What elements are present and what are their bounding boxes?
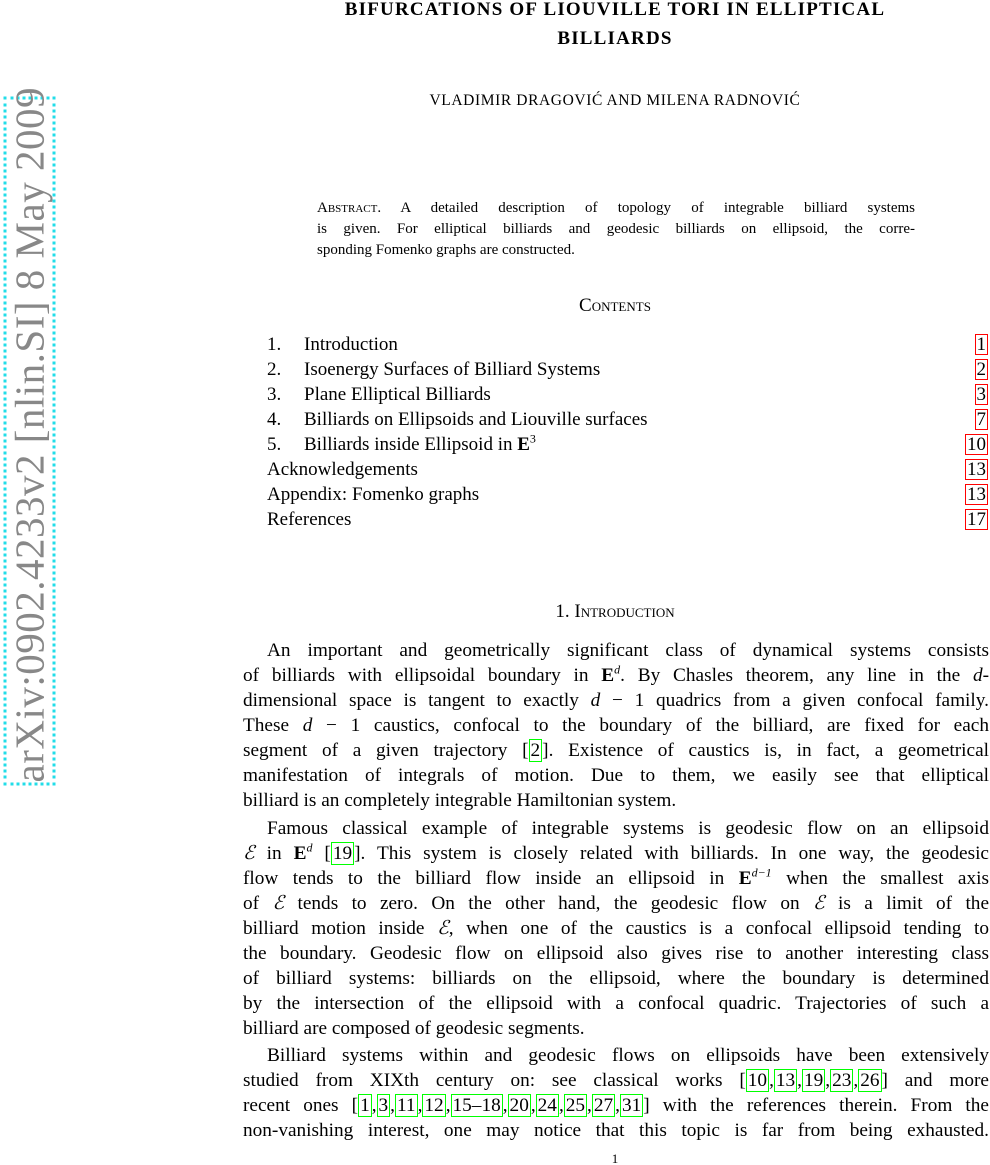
toc-page-link[interactable]: 10 [967, 434, 986, 455]
math-variable: ℰ [243, 843, 255, 864]
toc-page-link[interactable]: 13 [967, 459, 986, 480]
text: billiard is an completely integrable Hamiltonian system. [243, 790, 677, 811]
text: by the intersection of the ellipsoid with a confocal quadric. Trajectories of such a [243, 993, 989, 1014]
page-number: 1 [611, 1151, 619, 1165]
text-line [243, 991, 989, 1016]
text-line [243, 841, 989, 866]
text-line [243, 688, 989, 713]
text: , [558, 1095, 564, 1116]
text-line [243, 738, 989, 763]
citation-link[interactable]: 19 [332, 843, 353, 864]
text: . By Chasles theorem, any line in the [620, 665, 973, 686]
text: , [390, 1095, 395, 1116]
paragraph [243, 816, 989, 1041]
citation-link[interactable]: 26 [860, 1070, 880, 1091]
text-line [243, 713, 989, 738]
text: , [417, 1095, 423, 1116]
toc-number: 2. [267, 359, 282, 380]
toc-label-text[interactable]: Isoenergy Surfaces of Billiard Systems [304, 359, 601, 380]
text-line [243, 866, 989, 891]
toc-number: 3. [267, 384, 282, 405]
toc-label-math: E [517, 434, 530, 455]
text: , [371, 1095, 377, 1116]
toc-number: 5. [267, 434, 282, 455]
text: , [530, 1095, 536, 1116]
toc-number: 4. [267, 409, 282, 430]
text: - [982, 665, 989, 686]
citation-link[interactable]: 19 [804, 1070, 824, 1091]
toc-label[interactable] [267, 507, 351, 532]
toc-page-link[interactable]: 7 [976, 409, 986, 430]
text: segment of a given trajectory [ [243, 740, 529, 761]
toc-page-link[interactable]: 2 [976, 359, 986, 380]
text: billiard motion inside [243, 918, 438, 939]
text: of billiards with ellipsoidal boundary in [243, 665, 602, 686]
citation-link[interactable]: 23 [832, 1070, 852, 1091]
citation-link[interactable]: 24 [537, 1095, 557, 1116]
text: , [825, 1070, 831, 1091]
text-line [243, 891, 989, 916]
toc-label-text[interactable]: Billiards inside Ellipsoid in [304, 434, 518, 455]
text: [ [312, 843, 331, 864]
toc-label-text[interactable]: References [267, 509, 352, 530]
text: , [445, 1095, 451, 1116]
text-line [243, 1118, 989, 1143]
text-line [243, 916, 989, 941]
abstract-text: A detailed description of topology of integrable billiard systems [381, 200, 915, 216]
text: in [254, 843, 294, 864]
toc-label[interactable] [304, 432, 536, 457]
text-line [243, 788, 989, 813]
math-symbol: E [293, 843, 307, 864]
author-names: VLADIMIR DRAGOVIĆ AND MILENA RADNOVIĆ [429, 92, 801, 109]
text-line [243, 966, 989, 991]
text: dimensional space is tangent to exactly [243, 690, 591, 711]
citation-link[interactable]: 31 [621, 1095, 642, 1116]
toc-label[interactable] [304, 382, 491, 407]
text: − 1 caustics, confocal to the boundary of the billiard, are fixed for each [312, 715, 989, 736]
text: Famous classical example of integrable systems is geodesic flow on an ellipsoid [267, 818, 989, 839]
text-line [243, 638, 989, 663]
toc-entry[interactable] [267, 432, 990, 457]
abstract [317, 198, 915, 261]
math-variable: ℰ [812, 893, 825, 914]
abstract-label: Abstract. [317, 200, 382, 216]
math-superscript: d [306, 840, 313, 855]
text: is a limit of the [824, 893, 989, 914]
toc-label[interactable] [267, 482, 479, 507]
text: , [587, 1095, 592, 1116]
toc-page-link[interactable]: 1 [976, 334, 986, 355]
paragraph [243, 638, 989, 813]
text: billiard are composed of geodesic segments. [243, 1018, 585, 1039]
toc-entry[interactable] [267, 507, 990, 532]
toc-label[interactable] [304, 357, 600, 382]
citation-link[interactable]: 13 [775, 1070, 796, 1091]
toc-page-link[interactable]: 3 [976, 384, 986, 405]
citation-link[interactable]: 3 [378, 1095, 389, 1116]
text-line [243, 941, 989, 966]
text-line [243, 1093, 989, 1118]
text: the boundary. Geodesic flow on ellipsoid also gives rise to another interesting class [243, 943, 989, 964]
title-line: BIFURCATIONS OF LIOUVILLE TORI IN ELLIPTICAL [344, 0, 886, 20]
toc-entry[interactable] [267, 382, 990, 407]
math-symbol: E [601, 665, 615, 686]
text: , [769, 1070, 774, 1091]
text: studied from XIXth century on: see classical works [ [243, 1070, 746, 1091]
text-line [243, 1068, 989, 1093]
arxiv-stamp: arXiv:0902.4233v2 [nlin.SI] 8 May 2009 [4, 97, 56, 786]
math-variable: ℰ [437, 918, 449, 939]
toc-label-text[interactable]: Acknowledgements [267, 459, 418, 480]
text: , [853, 1070, 859, 1091]
math-superscript: d [614, 662, 621, 677]
math-variable: d [590, 690, 601, 711]
toc-page-link[interactable]: 17 [967, 509, 986, 530]
authors [240, 92, 990, 110]
toc-number: 1. [267, 334, 282, 355]
text: An important and geometrically significant class of dynamical systems consists [267, 640, 989, 661]
math-variable: ℰ [272, 893, 285, 914]
toc-label-text[interactable]: Billiards on Ellipsoids and Liouville surfaces [304, 409, 648, 430]
math-variable: d [972, 665, 983, 686]
contents-heading: Contents [579, 295, 651, 316]
math-symbol: E [738, 868, 752, 889]
text: manifestation of integrals of motion. Due to them, we easily see that elliptical [243, 765, 989, 786]
text: Billiard systems within and geodesic flows on ellipsoids have been extensively [267, 1045, 989, 1066]
toc-label[interactable] [304, 407, 648, 432]
paragraph [243, 1043, 989, 1143]
citation-link[interactable]: 15–18 [452, 1095, 501, 1116]
toc-entry[interactable] [267, 407, 990, 432]
text: , [797, 1070, 802, 1091]
title-line: BILLIARDS [557, 28, 673, 49]
toc-label-sup: 3 [529, 431, 536, 446]
text-line [243, 763, 989, 788]
text: non-vanishing interest, one may notice that this topic is far from being exhausted. [243, 1120, 989, 1141]
text: These [243, 715, 303, 736]
text: of [243, 893, 273, 914]
toc-entry[interactable] [267, 482, 990, 507]
citation-link[interactable]: 27 [593, 1095, 614, 1116]
citation-link[interactable]: 1 [360, 1095, 370, 1116]
math-superscript: d−1 [751, 865, 772, 880]
text: ]. This system is closely related with billiards. In one way, the geodesic [354, 843, 989, 864]
text: recent ones [ [243, 1095, 359, 1116]
text: , [615, 1095, 620, 1116]
text-line [243, 663, 989, 688]
section-heading: 1. Introduction [555, 601, 675, 622]
toc-label[interactable] [304, 332, 398, 357]
text-line [243, 816, 989, 841]
citation-link[interactable]: 11 [397, 1095, 416, 1116]
text-line [243, 1016, 989, 1041]
abstract-text: is given. For elliptical billiards and geodesic billiards on ellipsoid, the corre- [317, 221, 915, 237]
abstract-text: sponding Fomenko graphs are constructed. [317, 242, 575, 258]
text: when the smallest axis [771, 868, 989, 889]
citation-link[interactable]: 2 [530, 740, 541, 761]
text: flow tends to the billiard flow inside an ellipsoid in [243, 868, 739, 889]
text: , [502, 1095, 508, 1116]
text: − 1 quadrics from a given confocal family. [600, 690, 989, 711]
text-line [243, 1043, 989, 1068]
toc-label-text[interactable]: Plane Elliptical Billiards [304, 384, 491, 405]
math-variable: d [302, 715, 313, 736]
text: ]. Existence of caustics is, in fact, a geometrical [542, 740, 989, 761]
text: ] and more [881, 1070, 989, 1091]
toc-label-text[interactable]: Appendix: Fomenko graphs [267, 484, 480, 505]
text: tends to zero. On the other hand, the geodesic flow on [284, 893, 813, 914]
toc-entry[interactable] [267, 457, 990, 482]
paper-title [240, 0, 990, 53]
citation-link[interactable]: 25 [565, 1095, 586, 1116]
toc-label[interactable] [267, 457, 418, 482]
toc-entry[interactable] [267, 332, 990, 357]
toc-page-link[interactable]: 13 [967, 484, 986, 505]
text: of billiard systems: billiards on the ellipsoid, where the boundary is determined [243, 968, 989, 989]
citation-link[interactable]: 12 [424, 1095, 444, 1116]
table-of-contents [267, 332, 990, 532]
citation-link[interactable]: 20 [509, 1095, 529, 1116]
text: ] with the references therein. From the [643, 1095, 989, 1116]
toc-entry[interactable] [267, 357, 990, 382]
text: , when one of the caustics is a confocal ellipsoid tending to [448, 918, 989, 939]
citation-link[interactable]: 10 [747, 1070, 768, 1091]
toc-label-text[interactable]: Introduction [304, 334, 398, 355]
